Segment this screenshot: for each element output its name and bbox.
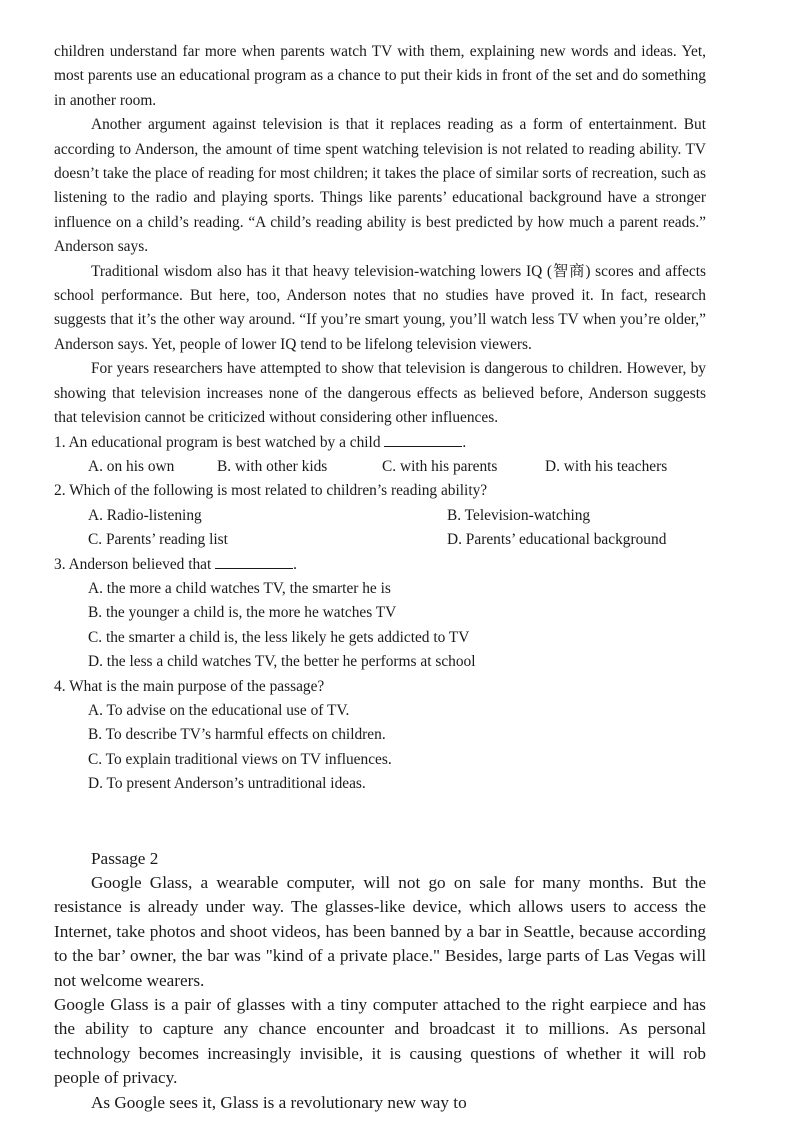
passage-2: [54, 847, 706, 1115]
paragraph: Traditional wisdom also has it that heavy television-watching lowers IQ (智商) scores and affects school performance. But here, too, Anderson notes that no studies have proved it. In fact, research suggests that it’s the other way around. “If you’re smart young, you’ll watch less TV when you’re older,” Anderson says. Yet, people of lower IQ tend to be lifelong television viewers.: [54, 262, 706, 353]
paragraph: Google Glass is a pair of glasses with a tiny computer attached to the right earpiece and has the ability to capture any chance encounter and broadcast it to millions. As personal technology becomes increasingly invisible, it is causing questions of whether it will rob people of privacy.: [54, 995, 706, 1088]
option: B. Television-watching: [447, 506, 591, 524]
question-stem: 1. An educational program is best watched by a child: [54, 433, 381, 451]
options: [54, 455, 706, 479]
answer-blank: [384, 432, 462, 447]
option: A. on his own: [88, 457, 175, 475]
option: C. To explain traditional views on TV influences.: [88, 750, 392, 768]
paragraph: For years researchers have attempted to show that television is dangerous to children. However, by showing that television increases none of the dangerous effects as believed before, Anderson suggests that television cannot be criticized without considering other influences.: [54, 360, 706, 427]
answer-blank: [215, 554, 293, 569]
options: [54, 504, 706, 553]
option: D. Parents’ educational background: [447, 531, 667, 549]
question-2: [54, 479, 706, 552]
question-stem: 4. What is the main purpose of the passage?: [54, 677, 325, 695]
question-4: [54, 675, 706, 797]
paragraph: Google Glass, a wearable computer, will not go on sale for many months. But the resistance is already under way. The glasses-like device, which allows users to access the Internet, take photos and shoot videos, has been banned by a bar in Seattle, because according to the bar’ owner, the bar was "kind of a private place." Besides, large parts of Las Vegas will not welcome wearers.: [54, 873, 706, 990]
option: A. the more a child watches TV, the smarter he is: [88, 579, 391, 597]
option: A. Radio-listening: [88, 506, 202, 524]
question-stem: 2. Which of the following is most related to children’s reading ability?: [54, 482, 488, 500]
option: D. with his teachers: [545, 457, 668, 475]
question-1: 1. An educational program is best watched by a child . A. on his own B. with other kids C. with his parents D. with his teachers: [54, 431, 706, 480]
option: C. with his parents: [382, 457, 498, 475]
question-stem: 3. Anderson believed that: [54, 555, 212, 573]
option: D. the less a child watches TV, the better he performs at school: [88, 653, 476, 671]
paragraph: Another argument against television is that it replaces reading as a form of entertainment. But according to Anderson, the amount of time spent watching television is not related to reading ability. TV doesn’t take the place of reading for most children; it takes the place of similar sorts of recreation, such as listening to the radio and playing sports. Things like parents’ educational background have a stronger influence on a child’s reading. “A child’s reading ability is best predicted by how much a parent reads.” Anderson says.: [54, 116, 706, 256]
option: C. Parents’ reading list: [88, 531, 228, 549]
passage-title: Passage 2: [91, 848, 159, 868]
passage-1: [54, 40, 706, 431]
paragraph: As Google sees it, Glass is a revolutionary new way to: [91, 1092, 467, 1112]
text-fade-overlay: [470, 1082, 590, 1112]
option: B. To describe TV’s harmful effects on children.: [88, 726, 386, 744]
option: A. To advise on the educational use of TV.: [88, 701, 350, 719]
option: C. the smarter a child is, the less likely he gets addicted to TV: [88, 628, 470, 646]
section-gap: [54, 797, 706, 847]
option: B. with other kids: [217, 457, 328, 475]
option: D. To present Anderson’s untraditional ideas.: [88, 775, 366, 793]
option: B. the younger a child is, the more he watches TV: [88, 604, 397, 622]
paragraph: children understand far more when parents watch TV with them, explaining new words and ideas. Yet, most parents use an educational program as a chance to put their kids in front of the set and do something in another room.: [54, 43, 706, 109]
question-3: 3. Anderson believed that . A. the more a child watches TV, the smarter he is B. the younger a child is, the more he watches TV C. the smarter a child is, the less likely he gets addicted to TV D. the less a child watches TV, the better he performs at school: [54, 553, 706, 675]
